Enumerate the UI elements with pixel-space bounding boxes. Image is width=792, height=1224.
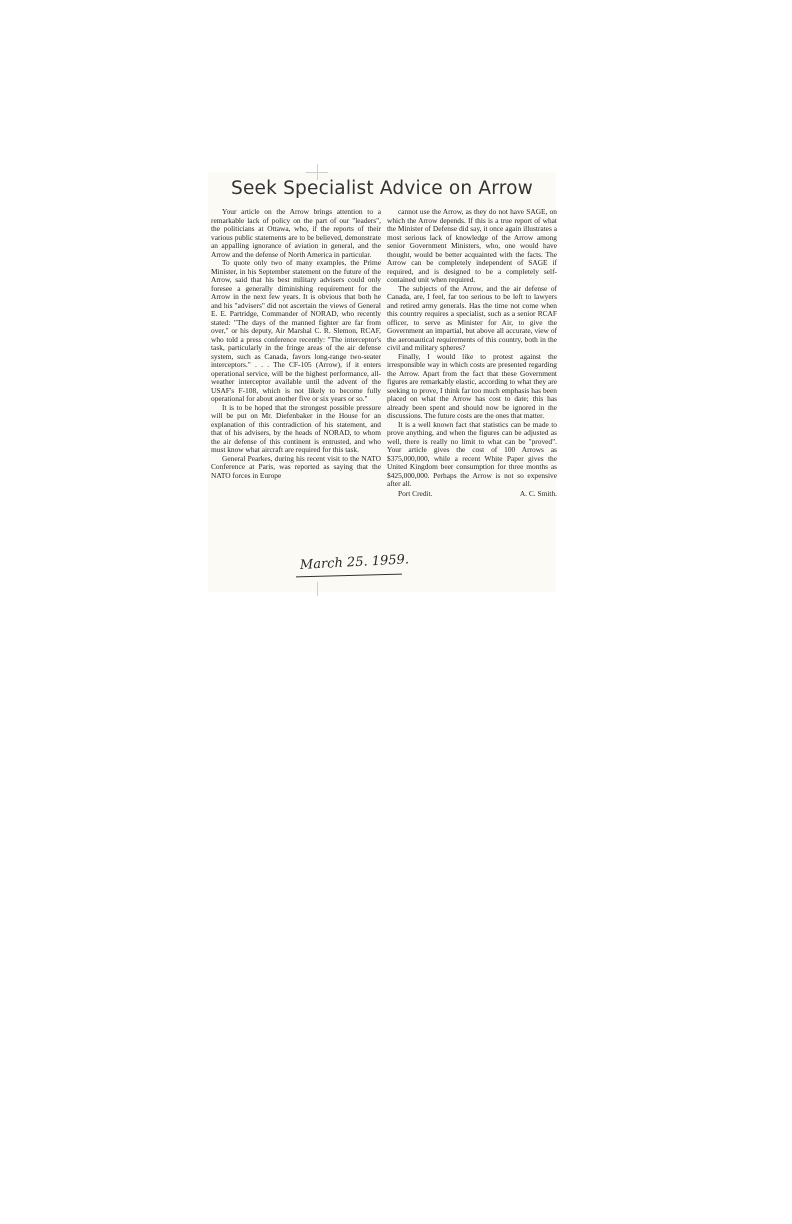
- fold-mark: [317, 582, 318, 596]
- paragraph: cannot use the Arrow, as they do not have SAGE, on which the Arrow depends. If this is a true report of what the Minister of Defense did say, it once again illustrates a most serious lack of knowledge of the Arrow among senior Government Ministers, who, one would have thought, would be better acquainted with the facts. The Arrow can be completely independent of SAGE if required, and is designed to be a completely self-contained unit when required.: [387, 207, 557, 284]
- paragraph: Your article on the Arrow brings attention to a remarkable lack of policy on the part of our "leaders", the politicians at Ottawa, who, if the reports of their various public statements are to be believed, demonstrate an appalling ignorance of aviation in general, and the Arrow and the defense of North America in particular.: [211, 207, 381, 259]
- right-column: [387, 208, 557, 498]
- signature-name: A. C. Smith.: [519, 488, 557, 498]
- signature-place: Port Credit.: [398, 488, 433, 498]
- paragraph: General Pearkes, during his recent visit to the NATO Conference at Paris, was reported as saying that the NATO forces in Europe: [211, 453, 381, 480]
- paragraph: To quote only two of many examples, the Prime Minister, in his September statement on the future of the Arrow, said that his best military advisers could only foresee a generally diminishing requirement for the Arrow in the next few years. It is obvious that both he and his "advisers" did not ascertain the views of General E. E. Partridge, Commander of NORAD, who recently stated: "The days of the manned fighter are far from over," or his deputy, Air Marshal C. R. Slemon, RCAF, who told a press conference recently: "The interceptor's task, particularly in the fringe areas of the air defense system, such as Canada, favors long-range two-seater interceptors." . . . The CF-105 (Arrow), if it enters operational service, will be the highest performance, all-weather interceptor available until the advent of the USAF's F-108, which is not likely to become fully operational for about another five or six years or so.": [211, 258, 381, 403]
- paragraph: The subjects of the Arrow, and the air defense of Canada, are, I feel, far too serious to be left to lawyers and retired army generals. Has the time not come when this country requires a specialist, such as a senior RCAF officer, to serve as Minister for Air, to give the Government an impartial, but above all accurate, view of the aeronautical requirements of this country, both in the civil and military spheres?: [387, 283, 557, 352]
- handwritten-date: March 25. 1959.: [299, 552, 410, 573]
- headline: Seek Specialist Advice on Arrow: [231, 178, 533, 199]
- paragraph: It is a well known fact that statistics can be made to prove anything, and when the figures can be adjusted as well, there is really no limit to what can be "proved". Your article gives the cost of 100 Arrows as $375,000,000, while a recent White Paper gives the United Kingdom beer consumption for three months as $425,000,000. Perhaps the Arrow is not so expensive after all.: [387, 419, 557, 488]
- paragraph: It is to be hoped that the strongest possible pressure will be put on Mr. Diefenbaker in the House for an explanation of this contradiction of his statement, and that of his advisers, by the heads of NORAD, to whom the air defense of this continent is entrusted, and who must know what aircraft are required for this task.: [211, 402, 381, 454]
- signature-line: [387, 490, 557, 499]
- left-column: [211, 208, 381, 480]
- paragraph: Finally, I would like to protest against the irresponsible way in which costs are presented regarding the Arrow. Apart from the fact that these Government figures are remarkably elastic, according to what they are seeking to prove, I think far too much emphasis has been placed on what the Arrow has cost to date; this has already been spent and should now be ignored in the discussions. The future costs are the ones that matter.: [387, 351, 557, 420]
- fold-mark: [306, 172, 328, 173]
